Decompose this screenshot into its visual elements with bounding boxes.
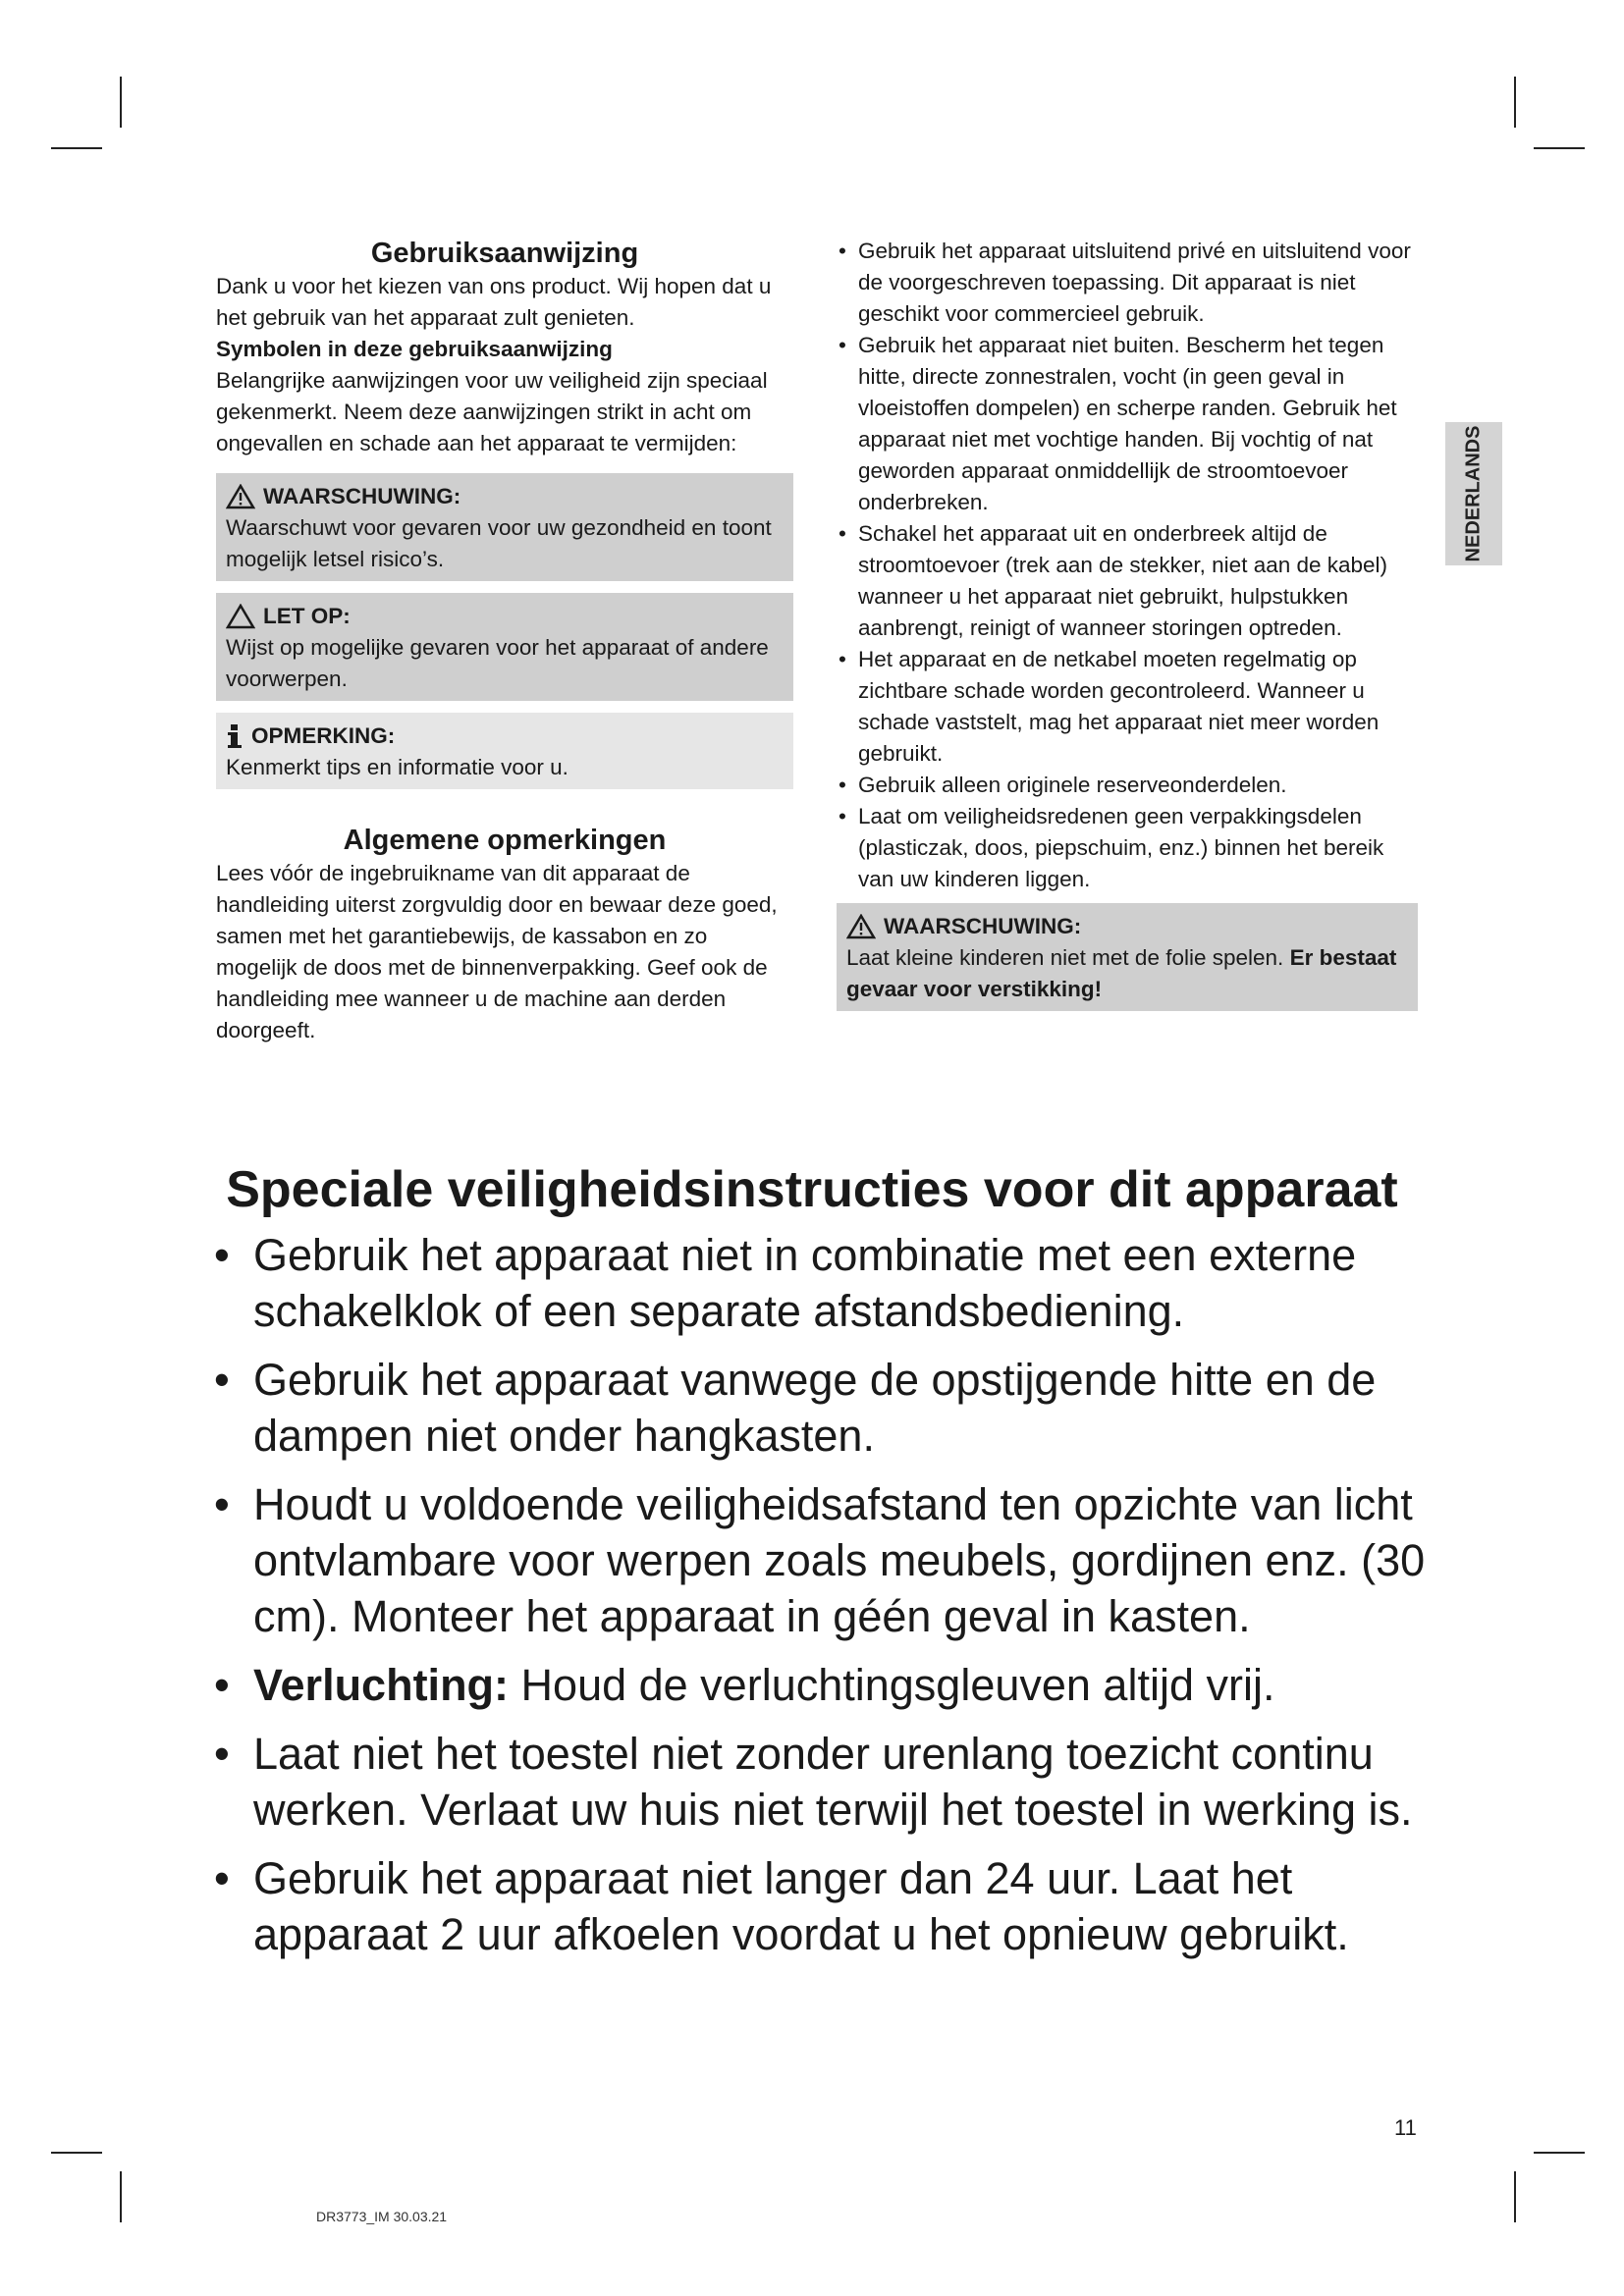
language-tab-label: NEDERLANDS <box>1462 425 1485 562</box>
info-icon <box>226 723 244 749</box>
left-column <box>216 236 793 1046</box>
general-text: Lees vóór de ingebruikname van dit apparaat de handleiding uiterst zorgvuldig door en bewaar deze goed, samen met het garantiebewijs, de kassabon en zo mogelijk de doos met de binnenverpakking. Geef ook de handleiding mee wanneer u de machine aan derden doorgeeft. <box>216 861 778 1042</box>
caution-text: Wijst op mogelijke gevaren voor het apparaat of andere voorwerpen. <box>226 635 769 691</box>
warning-title <box>226 481 784 512</box>
intro-text: Dank u voor het kiezen van ons product. Wij hopen dat u het gebruik van het apparaat zult genieten. <box>216 274 772 330</box>
list-item: • Gebruik het apparaat niet buiten. Bescherm het tegen hitte, directe zonnestralen, vocht (in geen geval in vloeistoffen dompelen) en scherpe randen. Gebruik het apparaat niet met vochtige handen. Bij vochtig of nat geworden apparaat onmiddellijk de stroomtoevoer onderbreken. <box>837 330 1418 518</box>
symbols-text: Belangrijke aanwijzingen voor uw veiligheid zijn speciaal gekenmerkt. Neem deze aanwijzingen strikt in acht om ongevallen en schade aan het apparaat te vermijden: <box>216 368 768 455</box>
caution-triangle-icon <box>226 604 255 629</box>
warning-triangle-icon <box>226 484 255 509</box>
note-text: Kenmerkt tips en informatie voor u. <box>226 755 568 779</box>
manual-title: Gebruiksaanwijzing <box>370 238 639 269</box>
warning-text: Waarschuwt voor gevaren voor uw gezondheid en toont mogelijk letsel risico’s. <box>226 515 772 571</box>
safety-list <box>837 236 1418 895</box>
note-box <box>216 713 793 789</box>
caution-box <box>216 593 793 701</box>
list-item: • Gebruik het apparaat niet langer dan 24 uur. Laat het apparaat 2 uur afkoelen voordat u het opnieuw gebruikt. <box>212 1850 1430 1962</box>
suffocation-warning-bold: Er bestaat gevaar voor verstikking! <box>846 945 1397 1001</box>
list-item: • Het apparaat en de netkabel moeten regelmatig op zichtbare schade worden gecontroleerd. Wanneer u schade vaststelt, mag het apparaat niet meer worden gebruikt. <box>837 644 1418 770</box>
caution-title-text: LET OP: <box>263 604 351 628</box>
crop-mark <box>1534 2152 1585 2154</box>
special-safety-list <box>212 1227 1430 1962</box>
crop-mark <box>51 2152 102 2154</box>
footer-code: DR3773_IM 30.03.21 <box>316 2209 448 2224</box>
right-column <box>837 236 1418 1011</box>
general-title: Algemene opmerkingen <box>343 825 667 856</box>
symbols-heading: Symbolen in deze gebruiksaanwijzing <box>216 337 613 361</box>
special-safety-title: Speciale veiligheidsinstructies voor dit apparaat <box>226 1161 1398 1218</box>
language-tab <box>1445 422 1502 565</box>
list-item: • Gebruik het apparaat vanwege de opstijgende hitte en de dampen niet onder hangkasten. <box>212 1352 1430 1464</box>
suffocation-warning-text <box>846 942 1408 1005</box>
warning-box <box>216 473 793 581</box>
list-item: • Schakel het apparaat uit en onderbreek altijd de stroomtoevoer (trek aan de stekker, niet aan de kabel) wanneer u het apparaat niet gebruikt, hulpstukken aanbrengt, reinigt of wanneer storingen optreden. <box>837 518 1418 644</box>
list-item: • Gebruik het apparaat uitsluitend privé en uitsluitend voor de voorgeschreven toepassing. Dit apparaat is niet geschikt voor commercieel gebruik. <box>837 236 1418 330</box>
crop-mark <box>1514 2171 1516 2222</box>
list-item: • Houdt u voldoende veiligheidsafstand ten opzichte van licht ontvlambare voor werpen zoals meubels, gordijnen enz. (30 cm). Monteer het apparaat in géén geval in kasten. <box>212 1476 1430 1644</box>
ventilation-label: Verluchting: <box>253 1660 510 1710</box>
special-safety-section <box>212 1227 1430 1975</box>
list-item-ventilation <box>212 1657 1430 1713</box>
note-title <box>226 721 784 752</box>
list-item: • Gebruik alleen originele reserveonderdelen. <box>837 770 1418 801</box>
crop-mark <box>120 77 122 128</box>
ventilation-text: Houd de verluchtingsgleuven altijd vrij. <box>520 1660 1275 1710</box>
crop-mark <box>51 147 102 149</box>
suffocation-warning-title <box>846 911 1408 942</box>
note-title-text: OPMERKING: <box>251 723 396 748</box>
caution-title <box>226 601 784 632</box>
page-number: 11 <box>1394 2115 1417 2140</box>
suffocation-warning-plain: Laat kleine kinderen niet met de folie spelen. <box>846 945 1284 970</box>
list-item: • Laat om veiligheidsredenen geen verpakkingsdelen (plasticzak, doos, piepschuim, enz.) binnen het bereik van uw kinderen liggen. <box>837 801 1418 895</box>
suffocation-warning-box <box>837 903 1418 1011</box>
suffocation-warning-title-text: WAARSCHUWING: <box>884 914 1082 938</box>
warning-triangle-icon <box>846 914 876 939</box>
warning-title-text: WAARSCHUWING: <box>263 484 461 508</box>
crop-mark <box>120 2171 122 2222</box>
crop-mark <box>1534 147 1585 149</box>
list-item: • Laat niet het toestel niet zonder urenlang toezicht continu werken. Verlaat uw huis niet terwijl het toestel in werking is. <box>212 1726 1430 1838</box>
list-item: • Gebruik het apparaat niet in combinatie met een externe schakelklok of een separate afstandsbediening. <box>212 1227 1430 1339</box>
crop-mark <box>1514 77 1516 128</box>
